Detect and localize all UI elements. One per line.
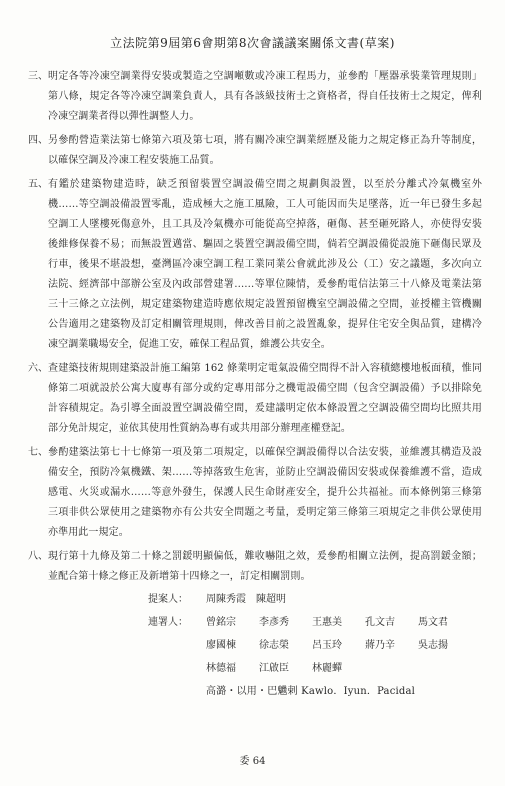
list-item [28, 175, 482, 355]
item-number: 四、 [28, 135, 48, 146]
cosigner-name: 吳志揚 [418, 640, 448, 651]
cosigners-row [148, 632, 468, 655]
cosigner-name: 高潞・以用・巴魕剌 Kawlo．Iyun．Pacidal [206, 686, 416, 697]
list-item [28, 131, 482, 171]
item-text: 參酌建築法第七十七條第一項及第二項規定，以確保空調設備得以合法安裝，並維護其構造及設備安全，預防冷氣機鐵、架……等掉落致生危害，並防止空調設備因安裝或保養維護不當，造成感電、火災或漏水……等意外發生，保護人民生命財產安全，提升公共福祉。而本條例第三條第三項非供公眾使用之建築物亦有公共安全問題之考量，爰明定第三條第三項規定之非供公眾使用亦準用此一規定。 [48, 447, 482, 538]
cosigners-label: 連署人： [148, 617, 188, 628]
item-number: 七、 [28, 447, 48, 458]
cosigner-name: 孔文吉 [365, 617, 395, 628]
cosigners-row [148, 678, 468, 701]
cosigner-name: 林麗蟬 [312, 663, 342, 674]
proposers-label: 提案人： [148, 594, 188, 605]
item-text: 有鑑於建築物建造時，缺乏預留裝置空調設備空間之規劃與設置，以至於分離式冷氣機室外機……等空調設備設置零亂，造成極大之施工風險，工人可能因而失足墜落，近一年已發生多起空調工人墜樓死傷意外，且工具及冷氣機亦可能從高空掉落，砸傷、甚至砸死路人，亦使得安裝後維修保養不易；而無設置邁當、驅固之裝置空調設備空間，倘若空調設備從設施下砸傷民眾及行車，後果不堪設想，臺灣區冷凍空調工程工業同業公會就此涉及公（工）安之議題，多次向立法院、經濟部中部辦公室及內政部營建署……等單位陳情，爰參酌電信法第三十八條及電業法第三十三條之立法例，規定建築物建造時應依規定設置預留機室空調設備之空間，並授權主管機關公告適用之建築物及訂定相關管理規則，俾改善目前之設置亂象，提昇住宅安全與品質，建構冷凍空調業職場安全，促進工安，確保工程品質，維護公共安全。 [48, 179, 482, 350]
list-item [28, 547, 482, 587]
cosigner-name: 馬文君 [418, 617, 448, 628]
cosigner-name: 曾銘宗 [206, 617, 236, 628]
cosigner-name: 蔣乃辛 [365, 640, 395, 651]
signature-block [148, 586, 468, 701]
cosigners-row [148, 655, 468, 678]
proposers-names: 周陳秀霞 陳超明 [206, 594, 286, 605]
item-text: 明定各等冷凍空調業得安裝或製造之空調噸數或冷凍工程馬力，並參酌「壓器承裝業管理規則」第八條，規定各等冷凍空調業負責人，具有各該級技術士之資格者，得自任技術士之規定，俾利冷凍空調業者得以彈性調整人力。 [48, 71, 482, 122]
list-item [28, 359, 482, 439]
cosigner-name: 廖國棟 [206, 640, 236, 651]
cosigner-name: 林德福 [206, 663, 236, 674]
cosigner-name: 王惠美 [312, 617, 342, 628]
cosigner-name: 徐志榮 [259, 640, 289, 651]
proposers-row [148, 586, 468, 609]
item-text: 現行第十九條及第二十條之罰鍰明顯偏低，難收嚇阻之效，爰參酌相關立法例，提高罰鍰金額；並配合第十條之修正及新增第十四條之一，訂定相關罰則。 [48, 551, 482, 582]
cosigner-name: 江啟臣 [259, 663, 289, 674]
item-number: 八、 [28, 551, 48, 562]
item-text: 另參酌營造業法第七條第六項及第七項，將有關冷凍空調業經歷及能力之規定修正為升等制度，以確保空調及冷凍工程安裝施工品質。 [48, 135, 482, 166]
cosigner-name: 呂玉玲 [312, 640, 342, 651]
explanation-list [28, 67, 482, 591]
list-item [28, 443, 482, 543]
page-number: 委 64 [239, 756, 266, 767]
item-text: 查建築技術規則建築設計施工編第 162 條業明定電氣設備空間得不計入容積總樓地板面積，惟同條第二項就設於公寓大廈專有部分或約定專用部分之機電設備空間（包含空調設備）予以排除免計容積規定。為引導全面設置空調設備空間，爰建議明定依本條設置之空調設備空間均比照共用部分免計規定，並依其使用性質納為專有或共用部分辦理產權登記。 [48, 363, 482, 434]
item-number: 六、 [28, 363, 48, 374]
cosigner-name: 李彥秀 [259, 617, 289, 628]
item-number: 三、 [28, 71, 48, 82]
cosigners-row [148, 609, 468, 632]
document-title: 立法院第9屆第6會期第8次會議議案關係文書(草案) [110, 36, 395, 50]
list-item [28, 67, 482, 127]
item-number: 五、 [28, 179, 48, 190]
